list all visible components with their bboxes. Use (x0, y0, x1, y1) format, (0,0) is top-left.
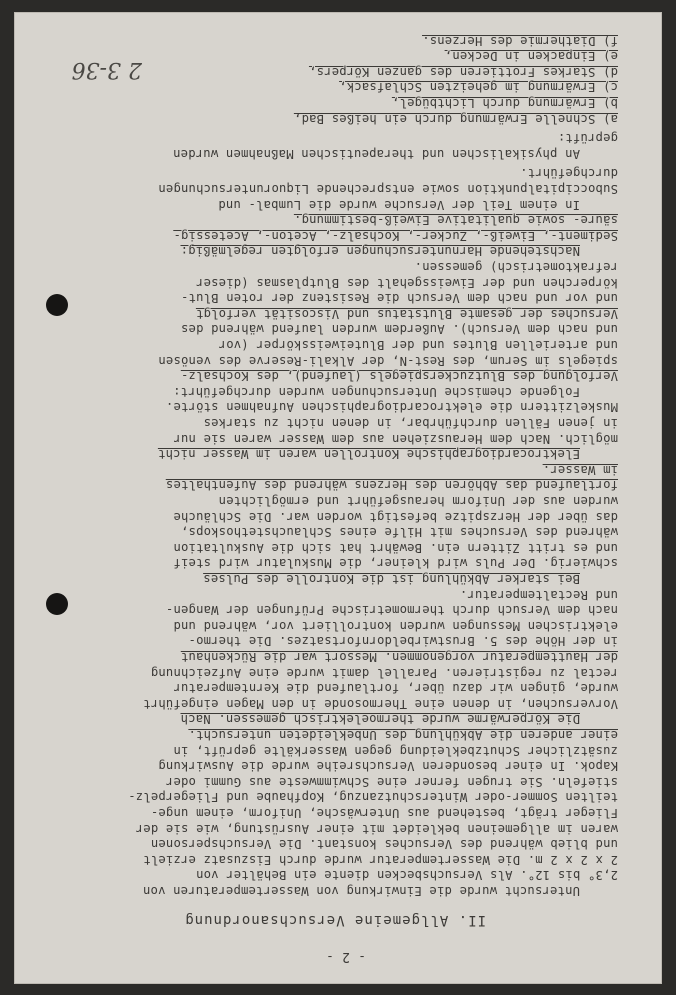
text-line: Elektrocardiographische Kontrollen waren im Wasser nicht (157, 447, 580, 462)
text-line: Sediment-, Eiweiß-, Zucker-, Kochsalz-, Aceton-, Acetessig- (173, 228, 618, 243)
text-line: refraktometrisch) gemessen. (414, 260, 618, 274)
text-line: Verfolgung des Blutzuckerspiegels (laufend), des Kochsalz- (180, 369, 618, 384)
upside-down-content (14, 12, 662, 984)
page-number: - 2 - (325, 949, 366, 964)
text-line: Versuches der gesamte Blutstatus und Viscosität verfolgt (195, 306, 618, 321)
list-item: b) Erwärmung durch Lichtbügel, (391, 96, 618, 110)
list-item: e) Einpacken in Decken, (444, 49, 618, 64)
text-line: 2 x 2 x 2 m. Die Wassertemperatur wurde durch Eiszusatz erzielt (143, 852, 618, 867)
text-line: durchgeführt. (520, 166, 618, 181)
text-line: während des Versuches mit Hilfe eines Schlauchstethoskops, (180, 525, 618, 540)
text-line: waren im allgemeinen bekleidet mit einer Ausrüstung, wie sie der (135, 821, 618, 836)
text-line: An physikalischen und therapeutischen Maßnahmen wurden (172, 146, 580, 161)
text-line: körperchen und der Eiweissgehalt des Blutplasmas (dieser (195, 275, 618, 290)
text-line: teilten Sommer-oder Winterschutzanzug, Kopfhaube und Fliegerpelz- (128, 790, 618, 805)
list-item: d) Starkes Frottieren des ganzen Körpers, (308, 64, 618, 79)
text-line: rectal zu registrieren. Parallel damit wurde eine Aufzeichnung (150, 665, 618, 680)
text-line: nach dem Versuch durch thermometrische Prüfungen der Wangen- (165, 603, 618, 618)
text-line: Muskelzittern die elektrocardiographischen Aufnahmen störte. (165, 400, 618, 415)
text-line: Suboccipitalpunktion sowie entsprechende Liquoruntersuchungen (158, 182, 618, 196)
text-line: Bei starker Abkühlung ist die Kontrolle des Pulses (203, 572, 580, 586)
text-line: im Wasser. (542, 462, 618, 477)
text-line: zusätzlicher Schutzbekleidung gegen Wasserkälte geprüft, in (173, 743, 618, 758)
text-line: der Hauttemperatur vorgenommen. Messort war die Rückenhaut (180, 650, 618, 664)
text-line: Untersucht wurde die Einwirkung von Wassertemperaturen von (142, 884, 580, 898)
text-line: Die Körperwärme wurde thermoelektrisch gemessen. Nach (180, 712, 580, 727)
list-item: a) Schnelle Erwärmung durch ein heißes Bad, (293, 111, 618, 126)
text-line: spiegels im Serum, des Rest-N, der Alkali-Reserve des venösen (158, 353, 618, 368)
punch-hole-bottom (46, 593, 68, 615)
list-item: f) Diathermie des Herzens. (422, 33, 618, 48)
text-line: in jenen Fällen durchführbar, in denen nicht zu starkes (203, 416, 618, 430)
section-heading: II. Allgemeine Versuchsanordnung (184, 912, 486, 928)
text-line: elektrischen Messungen wurden kontrolliert vor, während und (173, 618, 618, 633)
text-line: und Rectaltemperatur. (459, 587, 618, 602)
text-line: fortlaufend das Abhören des Herzens während des Aufenthaltes (165, 478, 618, 493)
text-line: stiefeln. Sie trugen ferner eine Schwimmweste aus Gummi oder (165, 774, 618, 789)
text-line: wurde, gingen wir dazu über, fortlaufend die Kerntemperatur (173, 681, 618, 696)
text-line: schwierig. Der Puls wird kleiner, die Muskulatur wird steif (173, 556, 618, 571)
punch-hole-top (46, 294, 68, 316)
text-line: einer anderen die Abkühlung des Unbekleideten untersucht. (188, 728, 618, 742)
text-line: Flieger trägt, bestehend aus Unterwäsche, Uniform, einem unge- (150, 806, 618, 820)
text-line: Nachstehende Harnuntersuchungen erfolgten regelmäßig: (180, 244, 580, 259)
text-line: geprüft: (557, 131, 618, 146)
text-line: und blieb während des Versuches konstant. Die Versuchspersonen (150, 837, 618, 852)
handwritten-annotation: 2 3-36 (71, 57, 142, 82)
text-line: säure- sowie qualitative Eiweiß-bestimmung. (293, 213, 618, 228)
text-line: In einem Teil der Versuche wurde die Lumbal- und (218, 197, 580, 212)
text-line: Folgende chemische Untersuchungen wurden durchgeführt: (172, 384, 580, 399)
text-line: und nach dem Versuch). Außerdem wurden laufend während des (180, 322, 618, 337)
text-line: und arteriellen Blutes und der Bluteiweisskörper (vor (218, 338, 618, 352)
text-line: 2,3° bis 12°. Als Versuchsbecken diente ein Behälter von (195, 868, 618, 883)
text-line: möglich. Nach dem Herausziehen aus dem Wasser waren sie nur (173, 431, 618, 446)
text-line: in der Höhe des 5. Brustwirbeldornfortsatzes. Die thermo- (188, 634, 618, 649)
text-line: und vor und nach dem Versuch die Resistenz der roten Blut- (180, 291, 618, 306)
list-item: c) Erwärmung im geheizten Schlafsack, (339, 80, 618, 95)
document-page (14, 12, 662, 984)
text-line: das über der Herzspitze befestigt worden war. Die Schläuche (173, 509, 618, 524)
text-line: Vorversuchen, in denen eine Thermosonde in den Magen eingeführt (143, 696, 618, 711)
text-line: wurden aus der Uniform herausgeführt und ermöglichten (218, 494, 618, 508)
text-line: Kapok. In einer besonderen Versuchsreihe wurde die Auswirkung (158, 759, 618, 774)
text-line: und es tritt Zittern ein. Bewährt hat sich die Auskultation (173, 540, 618, 555)
